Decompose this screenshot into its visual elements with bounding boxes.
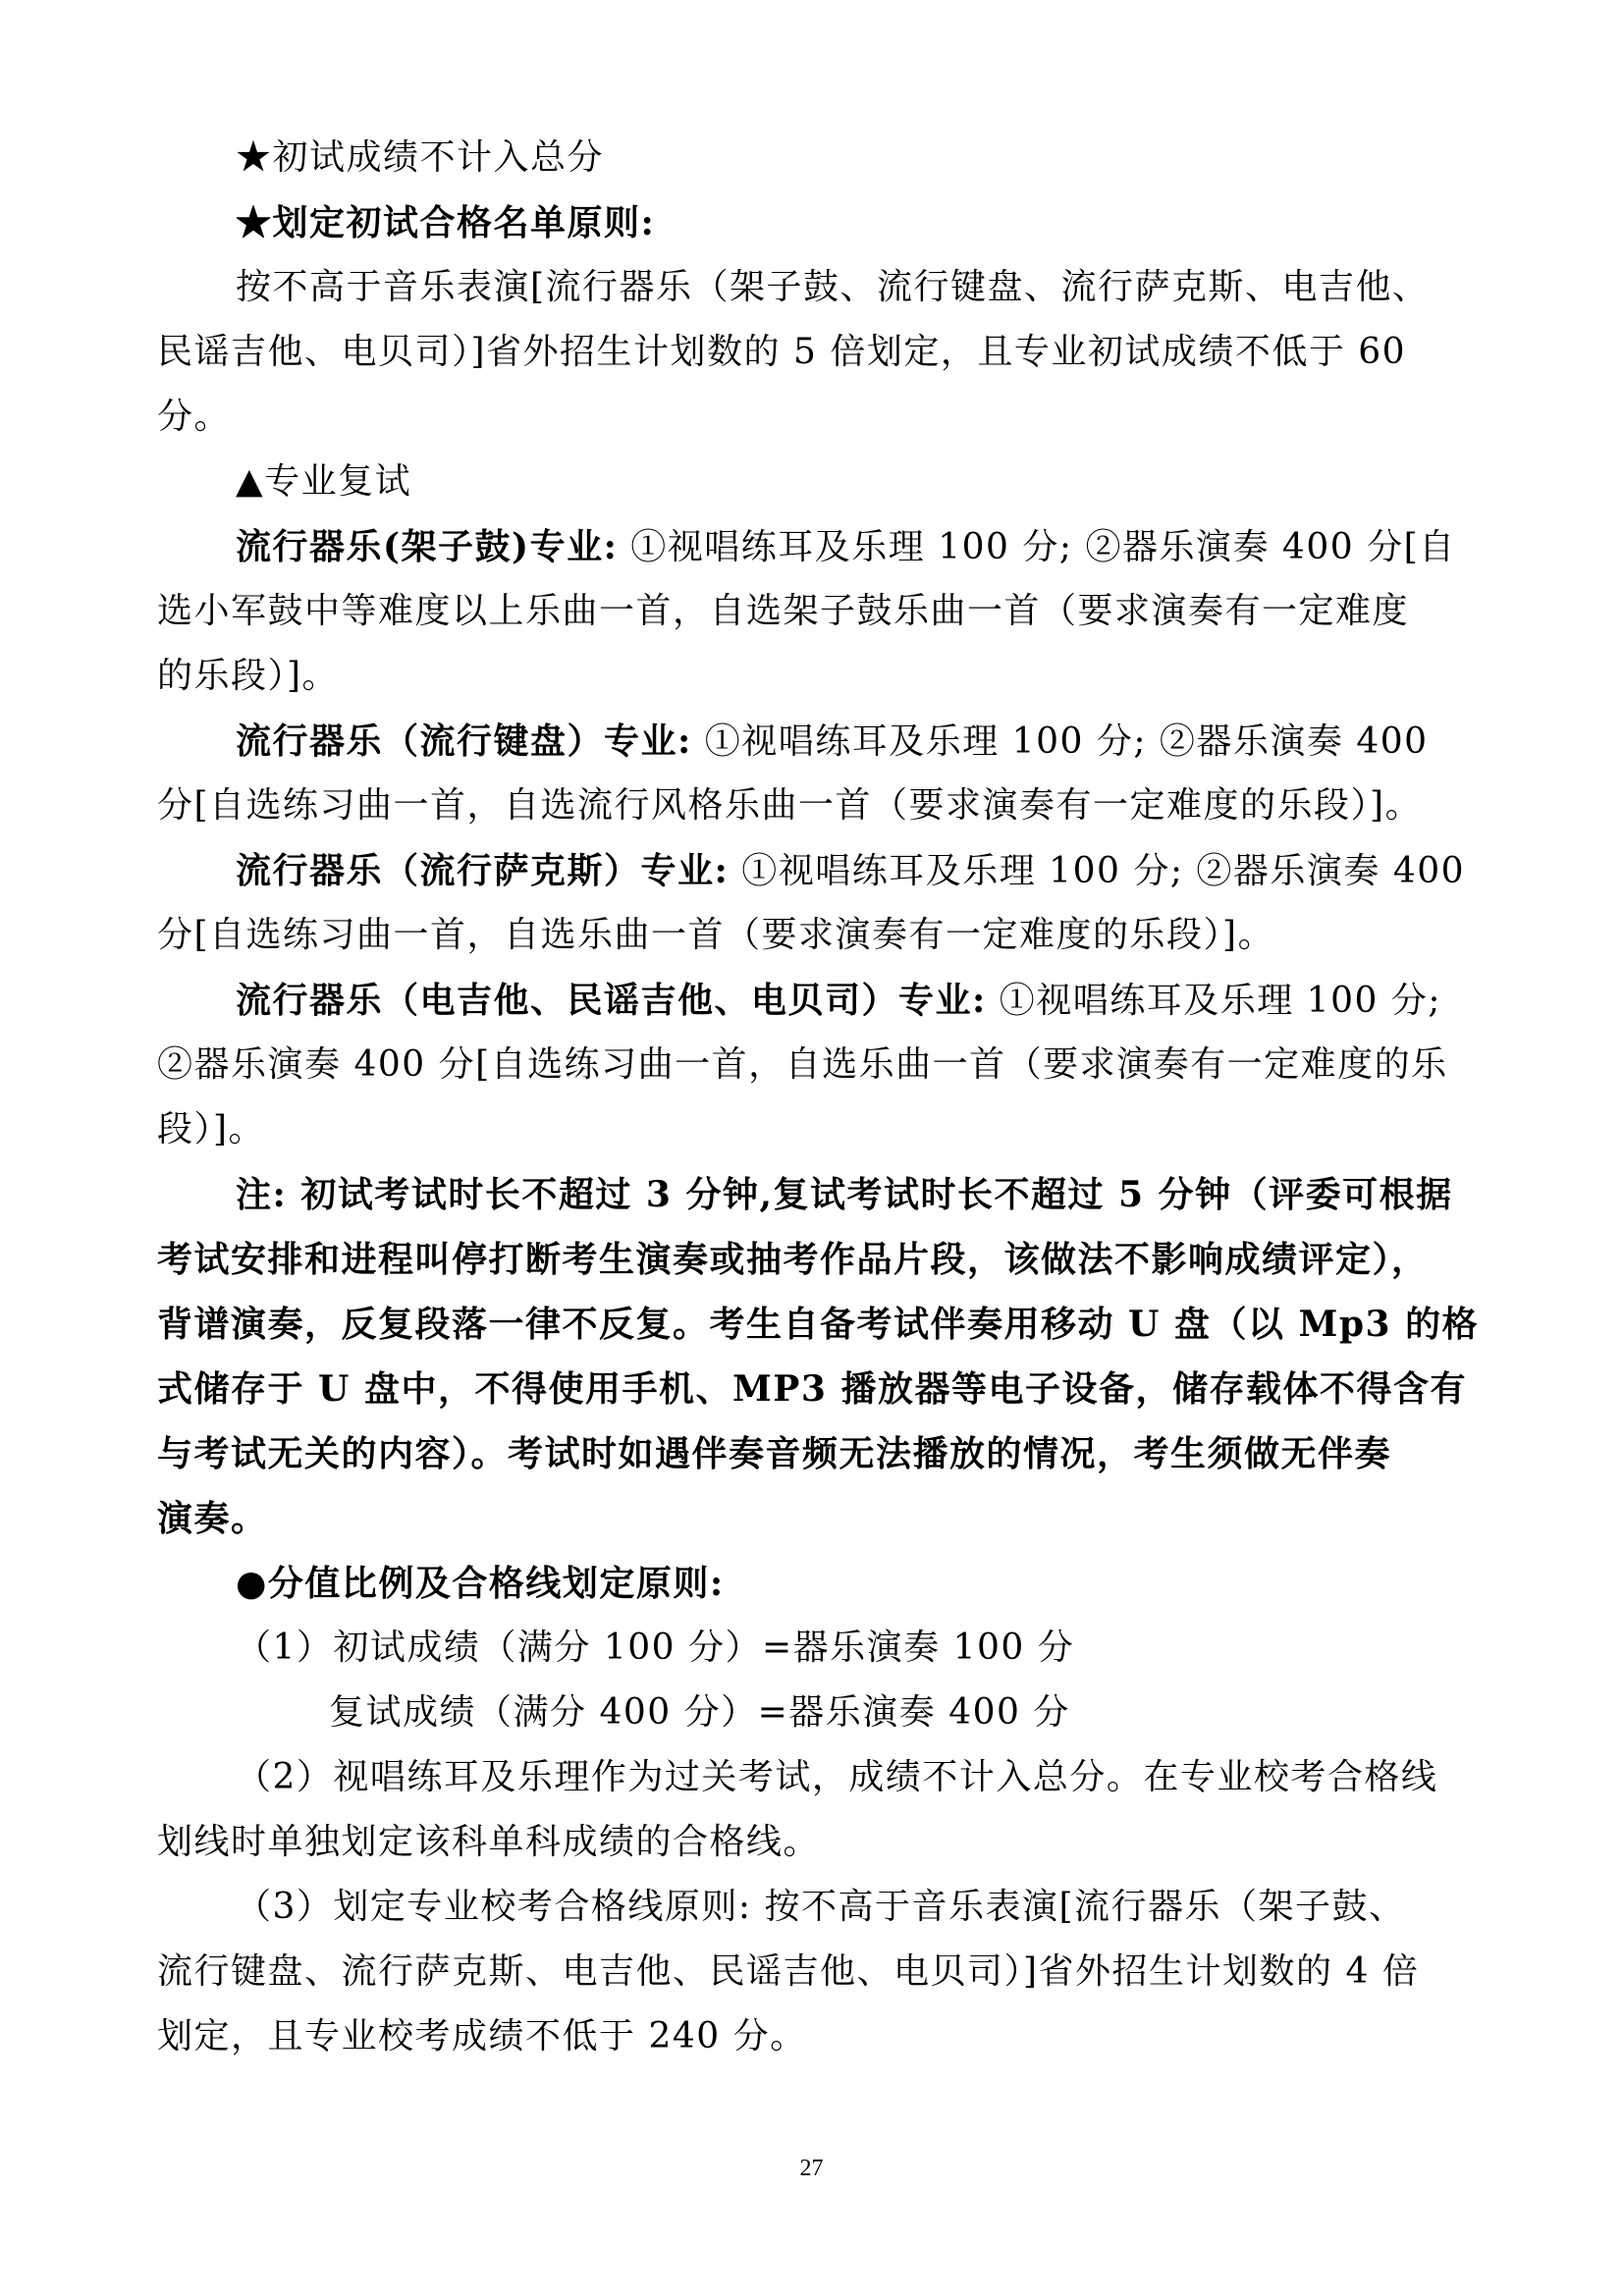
major-drums-line-1 (157, 514, 1478, 579)
note-line-2: 考试安排和进程叫停打断考生演奏或抽考作品片段，该做法不影响成绩评定）， (157, 1239, 1429, 1280)
note-line-1: 注: 初试考试时长不超过 3 分钟,复试考试时长不超过 5 分钟（评委可根据 (236, 1174, 1453, 1215)
note-initial-not-counted: ★初试成绩不计入总分 (236, 137, 605, 178)
major-guitar-line-2: ②器乐演奏 400 分[自选练习曲一首，自选乐曲一首（要求演奏有一定难度的乐 (157, 1044, 1448, 1085)
major-guitar-line-1 (157, 968, 1478, 1033)
page-number: 27 (799, 2156, 824, 2181)
heading-initial-qualify-rule: ★划定初试合格名单原则: (236, 202, 656, 243)
initial-rule-line-1: 按不高于音乐表演[流行器乐（架子鼓、流行键盘、流行萨克斯、电吉他、 (236, 267, 1430, 307)
major-keyboard-line-1 (157, 709, 1478, 774)
score-item-1a: （1）初试成绩（满分 100 分）=器乐演奏 100 分 (236, 1628, 1075, 1668)
score-item-1b: 复试成绩（满分 400 分）=器乐演奏 400 分 (329, 1692, 1070, 1733)
score-item-2-line-1: （2）视唱练耳及乐理作为过关考试，成绩不计入总分。在专业校考合格线 (236, 1757, 1438, 1797)
major-guitar-line-3: 段）]。 (157, 1109, 266, 1149)
major-sax-requirements: ①视唱练耳及乐理 100 分; ②器乐演奏 400 (729, 851, 1466, 891)
score-item-3-line-3: 划定，且专业校考成绩不低于 240 分。 (157, 2016, 807, 2056)
major-sax-line-1 (157, 838, 1478, 903)
major-drums-line-3: 的乐段）]。 (157, 656, 340, 696)
major-keyboard-requirements: ①视唱练耳及乐理 100 分; ②器乐演奏 400 (691, 721, 1429, 762)
note-line-5: 与考试无关的内容）。考试时如遇伴奏音频无法播放的情况，考生须做无伴奏 (157, 1433, 1392, 1474)
major-keyboard-line-2: 分[自选练习曲一首，自选流行风格乐曲一首（要求演奏有一定难度的乐段）]。 (157, 785, 1423, 826)
note-line-6: 演奏。 (157, 1498, 268, 1539)
major-keyboard-title: 流行器乐（流行键盘）专业: (236, 721, 692, 762)
initial-rule-line-2: 民谣吉他、电贝司）]省外招生计划数的 5 倍划定，且专业初试成绩不低于 60 (157, 332, 1407, 372)
score-item-3-line-1: （3）划定专业校考合格线原则: 按不高于音乐表演[流行器乐（架子鼓、 (236, 1887, 1406, 1927)
heading-retest: ▲专业复试 (236, 461, 412, 502)
major-sax-title: 流行器乐（流行萨克斯）专业: (236, 850, 730, 891)
major-drums-title: 流行器乐(架子鼓)专业: (236, 526, 619, 567)
note-line-4: 式储存于 U 盘中，不得使用手机、MP3 播放器等电子设备，储存载体不得含有 (157, 1368, 1467, 1410)
major-drums-requirements: ①视唱练耳及乐理 100 分; ②器乐演奏 400 分[自 (618, 527, 1456, 567)
major-drums-line-2: 选小军鼓中等难度以上乐曲一首，自选架子鼓乐曲一首（要求演奏有一定难度 (157, 591, 1410, 631)
score-item-3-line-2: 流行键盘、流行萨克斯、电吉他、民谣吉他、电贝司）]省外招生计划数的 4 倍 (157, 1951, 1420, 1992)
document-page (157, 126, 1478, 2069)
score-item-2-line-2: 划线时单独划定该科单科成绩的合格线。 (157, 1822, 821, 1862)
heading-score-principles: ●分值比例及合格线划定原则: (236, 1563, 725, 1604)
major-guitar-requirements: ①视唱练耳及乐理 100 分; (986, 981, 1441, 1021)
major-guitar-title: 流行器乐（电吉他、民谣吉他、电贝司）专业: (236, 980, 987, 1021)
major-sax-line-2: 分[自选练习曲一首，自选乐曲一首（要求演奏有一定难度的乐段）]。 (157, 915, 1275, 955)
initial-rule-line-3: 分。 (157, 397, 232, 437)
note-line-3: 背谱演奏，反复段落一律不反复。考生自备考试伴奏用移动 U 盘（以 Mp3 的格 (157, 1304, 1480, 1345)
